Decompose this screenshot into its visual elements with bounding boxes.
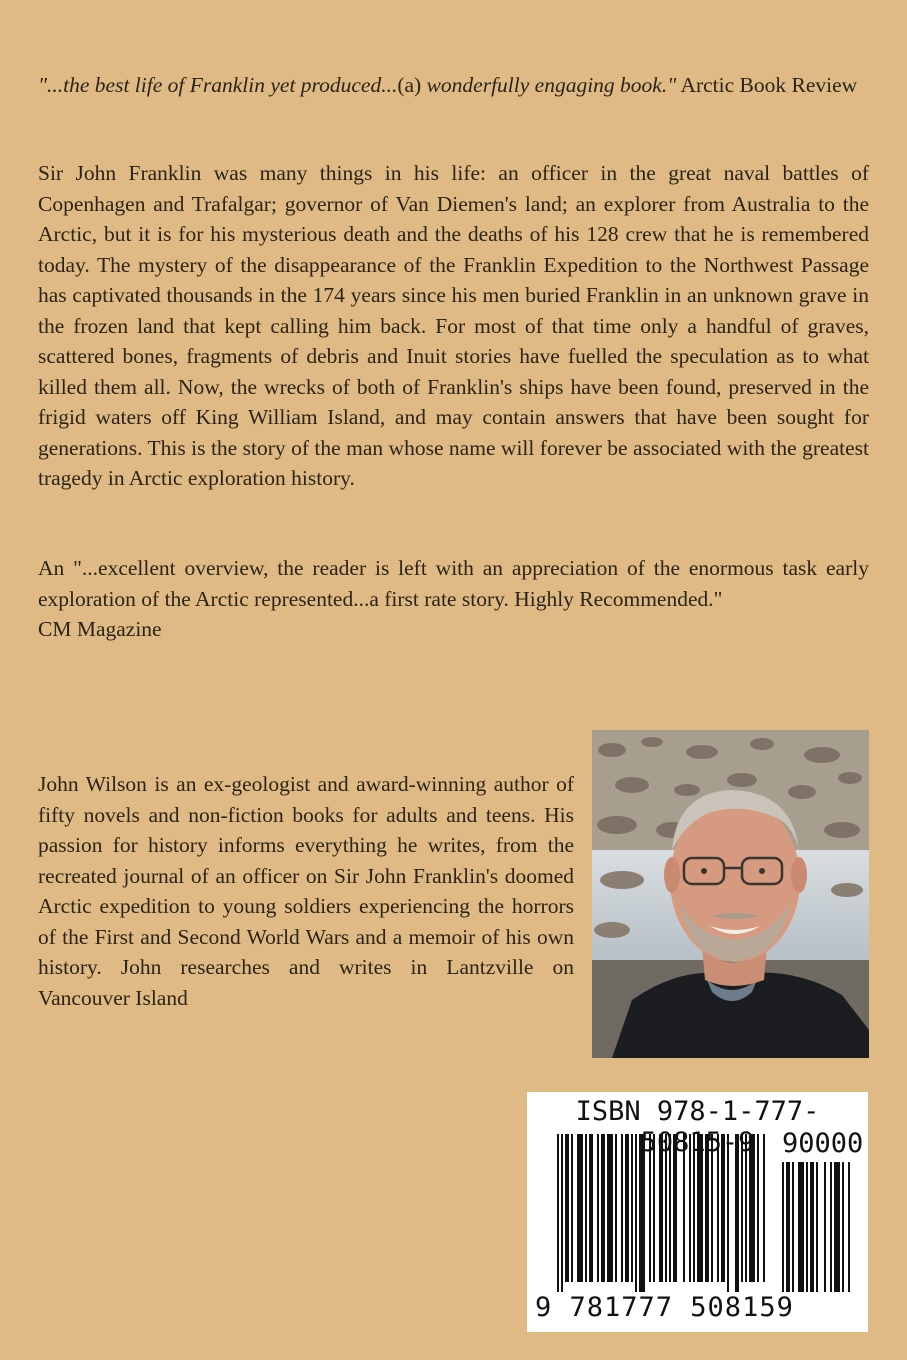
author-photo <box>592 730 869 1058</box>
isbn-label: ISBN 978-1-777-50815-9 <box>575 1096 820 1158</box>
quote-text: An "...excellent overview, the reader is left with an appreciation of the enormous task early exploration of the Arctic represented...a first rate story. Highly Recommended." <box>38 556 869 611</box>
author-bio: John Wilson is an ex-geologist and award-winning author of fifty novels and non-fiction books for adults and teens. His passion for history informs everything he writes, from the recreated journal of an officer on Sir John Franklin's doomed Arctic expedition to young soldiers experiencing the horrors of the First and Second World Wars and a memoir of his own history. John researches and writes in Lantzville on Vancouver Island <box>38 772 574 1010</box>
isbn-barcode <box>527 1092 868 1332</box>
quote-text-part-2: (a) <box>397 73 427 97</box>
barcode-bars <box>557 1134 767 1294</box>
quote-source: CM Magazine <box>38 617 162 641</box>
review-quote-arctic-book-review <box>38 70 869 101</box>
quote-text-part-1: "...the best life of Franklin yet produced... <box>38 73 398 97</box>
price-code: 90000 <box>782 1128 864 1159</box>
quote-text-part-3: wonderfully engaging book." <box>426 73 677 97</box>
review-quote-cm-magazine <box>38 553 869 645</box>
barcode-addon-bars <box>782 1162 862 1297</box>
book-description: Sir John Franklin was many things in his life: an officer in the great naval battles of Copenhagen and Trafalgar; governor of Van Diemen's land; an explorer from Australia to the Arctic, but it is for his mysterious death and the deaths of his 128 crew that he is remembered today. The mystery of the disappearance of the Franklin Expedition to the Northwest Passage has captivated thousands in the 174 years since his men buried Franklin in an unknown grave in the frozen land that kept calling him back. For most of that time only a handful of graves, scattered bones, fragments of debris and Inuit stories have fuelled the speculation as to what killed them all. Now, the wrecks of both of Franklin's ships have been found, preserved in the frigid waters off King William Island, and may contain answers that have been sought for generations. This is the story of the man whose name will forever be associated with the greatest tragedy in Arctic exploration history. <box>38 161 869 490</box>
quote-source: Arctic Book Review <box>676 73 858 97</box>
ean-digits: 9 781777 508159 <box>535 1292 794 1323</box>
